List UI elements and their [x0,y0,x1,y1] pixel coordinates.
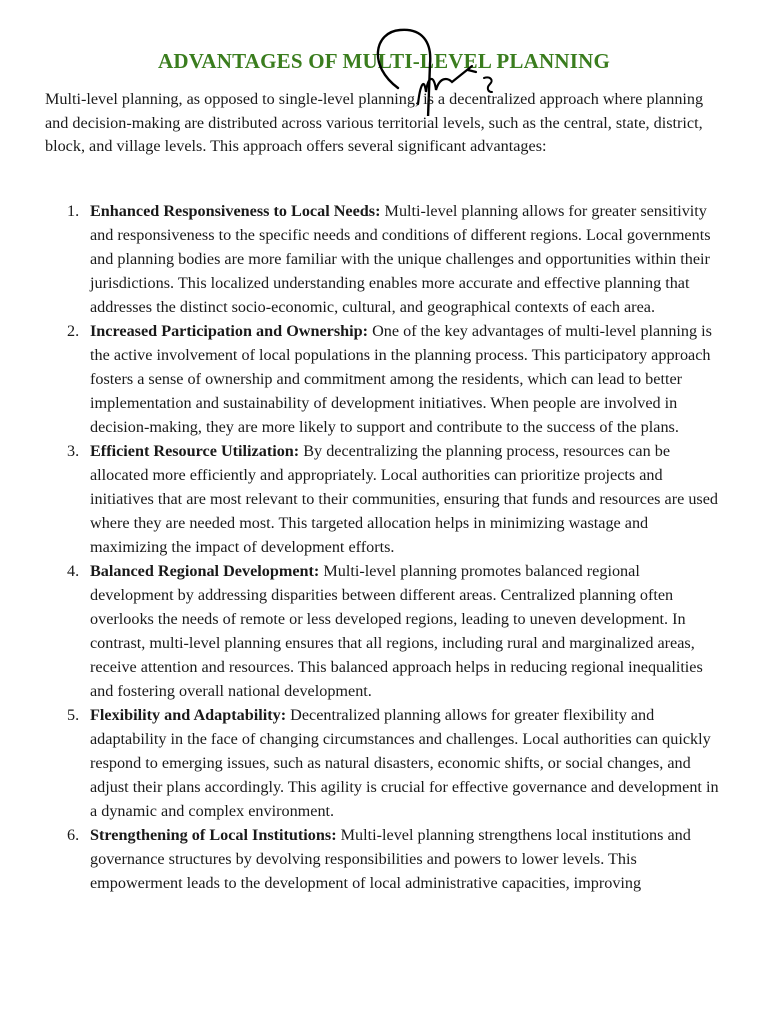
item-number: 6. [67,826,80,844]
item-heading: Enhanced Responsiveness to Local Needs: [90,202,381,220]
item-heading: Efficient Resource Utilization: [90,442,300,460]
intro-paragraph: Multi-level planning, as opposed to single-level planning, is a decentralized approach where planning and decision-making are distributed across various territorial levels, such as the central, state, district, block, and village levels. This approach offers several significant advantages: [45,90,704,156]
list-item [45,439,727,559]
list-item [45,559,727,703]
list-item [45,199,727,319]
item-text: Multi-level planning allows for greater sensitivity and responsiveness to the specific needs and conditions of different regions. Local governments and planning bodies are more familiar with the unique challenges and opportunities within their jurisdictions. This localized understanding enables more accurate and effective planning that addresses the distinct socio-economic, cultural, and geographical contexts of each area. [90,202,711,316]
item-heading: Strengthening of Local Institutions: [90,826,337,844]
item-heading: Increased Participation and Ownership: [90,322,369,340]
list-item [45,319,727,439]
item-text: Multi-level planning strengthens local institutions and governance structures by devolving responsibilities and powers to lower levels. This empowerment leads to the development of local administrative capacities, improving [90,826,691,892]
item-number: 5. [67,706,80,724]
list-item [45,823,727,895]
item-text: Decentralized planning allows for greater flexibility and adaptability in the face of changing circumstances and challenges. Local authorities can quickly respond to emerging issues, such as natural disasters, economic shifts, or social changes, and adjust their plans accordingly. This agility is crucial for effective governance and development in a dynamic and complex environment. [90,706,719,820]
item-number: 1. [67,202,80,220]
item-number: 3. [67,442,80,460]
page-title: ADVANTAGES OF MULTI-LEVEL PLANNING [158,49,610,73]
item-number: 4. [67,562,80,580]
advantages-list [45,199,727,895]
item-number: 2. [67,322,80,340]
item-text: Multi-level planning promotes balanced regional development by addressing disparities between different areas. Centralized planning often overlooks the needs of remote or less developed regions, leading to uneven development. In contrast, multi-level planning ensures that all regions, including rural and marginalized areas, receive attention and resources. This balanced approach helps in reducing regional inequalities and fostering overall national development. [90,562,703,700]
item-heading: Balanced Regional Development: [90,562,320,580]
item-text: One of the key advantages of multi-level planning is the active involvement of local populations in the planning process. This participatory approach fosters a sense of ownership and commitment among the residents, which can lead to better implementation and sustainability of development initiatives. When people are involved in decision-making, they are more likely to support and contribute to the success of the plans. [90,322,712,436]
item-heading: Flexibility and Adaptability: [90,706,287,724]
item-text: By decentralizing the planning process, resources can be allocated more efficiently and appropriately. Local authorities can prioritize projects and initiatives that are most relevant to their communities, ensuring that funds and resources are used where they are needed most. This targeted allocation helps in minimizing wastage and maximizing the impact of development efforts. [90,442,718,556]
list-item [45,703,727,823]
